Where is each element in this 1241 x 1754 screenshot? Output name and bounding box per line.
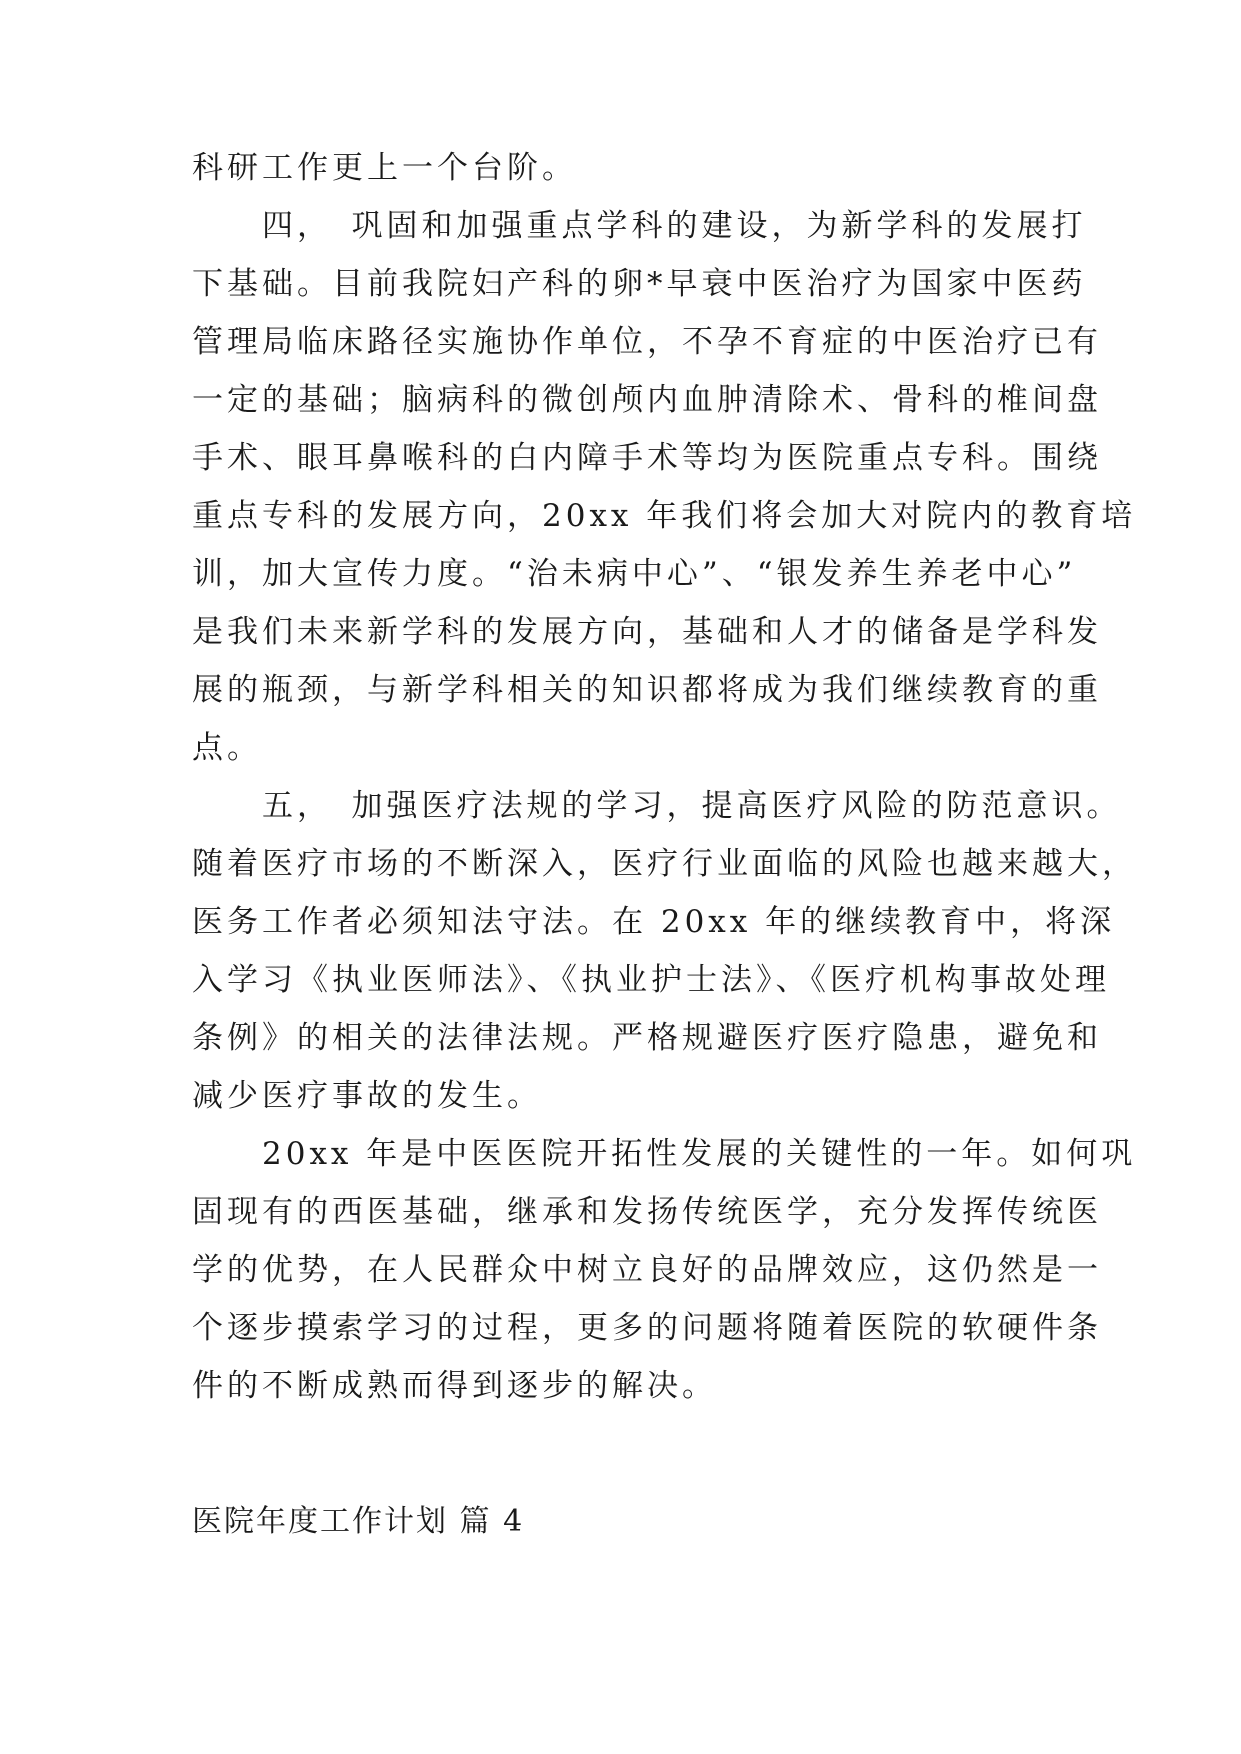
text-line: 医务工作者必须知法守法。在 20xx 年的继续教育中，将深 — [192, 904, 1116, 940]
text-line: 科研工作更上一个台阶。 — [192, 150, 577, 186]
text-line: 件的不断成熟而得到逐步的解决。 — [192, 1368, 717, 1404]
text-line: 下基础。目前我院妇产科的卵*早衰中医治疗为国家中医药 — [192, 266, 1087, 302]
text-line: 展的瓶颈，与新学科相关的知识都将成为我们继续教育的重 — [192, 672, 1102, 708]
text-line: 入学习《执业医师法》、《执业护士法》、《医疗机构事故处理 — [192, 962, 1110, 998]
text-line: 五， 加强医疗法规的学习，提高医疗风险的防范意识。 — [192, 788, 1122, 824]
text-line: 四， 巩固和加强重点学科的建设，为新学科的发展打 — [192, 208, 1087, 244]
section-heading: 医院年度工作计划 篇 4 — [192, 1504, 525, 1539]
text-line: 条例》的相关的法律法规。严格规避医疗医疗隐患，避免和 — [192, 1020, 1102, 1056]
text-line: 个逐步摸索学习的过程，更多的问题将随着医院的软硬件条 — [192, 1310, 1102, 1346]
text-line: 学的优势，在人民群众中树立良好的品牌效应，这仍然是一 — [192, 1252, 1102, 1288]
text-line: 管理局临床路径实施协作单位，不孕不育症的中医治疗已有 — [192, 324, 1102, 360]
text-line: 是我们未来新学科的发展方向，基础和人才的储备是学科发 — [192, 614, 1102, 650]
text-line: 手术、眼耳鼻喉科的白内障手术等均为医院重点专科。围绕 — [192, 440, 1102, 476]
text-line: 点。 — [192, 730, 262, 766]
text-line: 20xx 年是中医医院开拓性发展的关键性的一年。如何巩 — [192, 1136, 1137, 1172]
text-line: 减少医疗事故的发生。 — [192, 1078, 542, 1114]
text-line: 训，加大宣传力度。“治未病中心”、“银发养生养老中心” — [192, 556, 1077, 592]
text-line: 随着医疗市场的不断深入，医疗行业面临的风险也越来越大， — [192, 846, 1137, 882]
text-line: 固现有的西医基础，继承和发扬传统医学，充分发挥传统医 — [192, 1194, 1102, 1230]
text-line: 一定的基础；脑病科的微创颅内血肿清除术、骨科的椎间盘 — [192, 382, 1102, 418]
text-line: 重点专科的发展方向，20xx 年我们将会加大对院内的教育培 — [192, 498, 1137, 534]
